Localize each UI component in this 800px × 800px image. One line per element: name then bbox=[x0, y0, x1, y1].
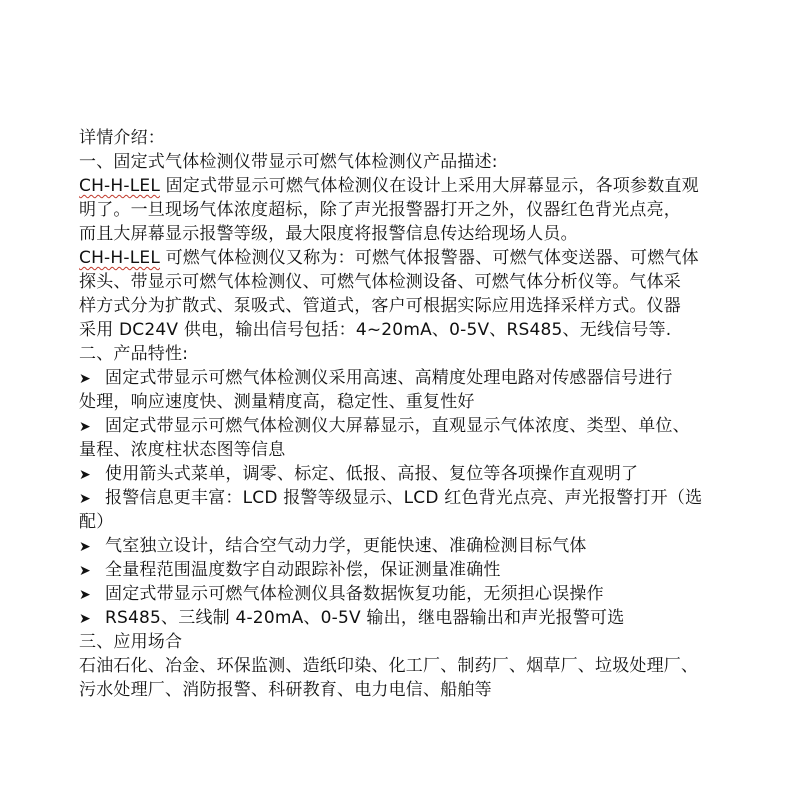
product-description-document bbox=[79, 126, 719, 702]
feature-item-7 bbox=[79, 582, 719, 606]
arrow-bullet-icon: ➤ bbox=[79, 419, 91, 435]
feature-item-5 bbox=[79, 534, 719, 558]
feature-text: 使用箭头式菜单，调零、标定、低报、高报、复位等各项操作直观明了 bbox=[105, 464, 639, 484]
model-name: CH-H-LEL bbox=[79, 176, 160, 196]
feature-text: 气室独立设计，结合空气动力学，更能快速、准确检测目标气体 bbox=[105, 536, 587, 556]
section-1-heading: 一、固定式气体检测仪带显示可燃气体检测仪产品描述: bbox=[79, 152, 498, 172]
arrow-bullet-icon: ➤ bbox=[79, 611, 91, 627]
description-paragraph-2-line-2: 探头、带显示可燃气体检测仪、可燃气体检测设备、可燃气体分析仪等。气体采 bbox=[79, 272, 681, 292]
description-text: 固定式带显示可燃气体检测仪在设计上采用大屏幕显示，各项参数直观 bbox=[160, 176, 699, 196]
feature-text: 固定式带显示可燃气体检测仪具备数据恢复功能，无须担心误操作 bbox=[105, 584, 604, 604]
section-2-heading: 二、产品特性: bbox=[79, 344, 189, 364]
feature-item-6 bbox=[79, 558, 719, 582]
feature-text: 固定式带显示可燃气体检测仪大屏幕显示，直观显示气体浓度、类型、单位、 bbox=[105, 416, 690, 436]
arrow-bullet-icon: ➤ bbox=[79, 371, 91, 387]
arrow-bullet-icon: ➤ bbox=[79, 491, 91, 507]
description-paragraph-2-line-1 bbox=[79, 246, 719, 270]
description-paragraph-1-line-1 bbox=[79, 174, 719, 198]
feature-text: 固定式带显示可燃气体检测仪采用高速、高精度处理电路对传感器信号进行 bbox=[105, 368, 673, 388]
feature-item-3 bbox=[79, 462, 719, 486]
feature-item-2 bbox=[79, 414, 719, 438]
feature-text: 报警信息更丰富：LCD 报警等级显示、LCD 红色背光点亮、声光报警打开（选 bbox=[105, 488, 703, 508]
arrow-bullet-icon: ➤ bbox=[79, 587, 91, 603]
feature-text: RS485、三线制 4-20mA、0-5V 输出，继电器输出和声光报警可选 bbox=[105, 608, 625, 628]
arrow-bullet-icon: ➤ bbox=[79, 539, 91, 555]
applications-line-1: 石油石化、冶金、环保监测、造纸印染、化工厂、制药厂、烟草厂、垃圾处理厂、 bbox=[79, 656, 699, 676]
feature-item-1-continued: 处理，响应速度快、测量精度高，稳定性、重复性好 bbox=[79, 392, 475, 412]
description-text: 可燃气体检测仪又称为：可燃气体报警器、可燃气体变送器、可燃气体 bbox=[160, 248, 699, 268]
intro-heading: 详情介绍： bbox=[79, 128, 165, 148]
feature-item-8 bbox=[79, 606, 719, 630]
feature-item-2-continued: 量程、浓度柱状态图等信息 bbox=[79, 440, 286, 460]
description-paragraph-1-line-2: 明了。一旦现场气体浓度超标，除了声光报警器打开之外，仪器红色背光点亮， bbox=[79, 200, 681, 220]
description-paragraph-2-line-3: 样方式分为扩散式、泵吸式、管道式，客户可根据实际应用选择采样方式。仪器 bbox=[79, 296, 681, 316]
arrow-bullet-icon: ➤ bbox=[79, 563, 91, 579]
feature-item-1 bbox=[79, 366, 719, 390]
arrow-bullet-icon: ➤ bbox=[79, 467, 91, 483]
feature-item-4 bbox=[79, 486, 719, 510]
model-name: CH-H-LEL bbox=[79, 248, 160, 268]
feature-item-4-continued: 配） bbox=[79, 512, 114, 532]
feature-text: 全量程范围温度数字自动跟踪补偿，保证测量准确性 bbox=[105, 560, 501, 580]
description-paragraph-2-line-4: 采用 DC24V 供电，输出信号包括：4~20mA、0-5V、RS485、无线信号等. bbox=[79, 320, 672, 340]
applications-line-2: 污水处理厂、消防报警、科研教育、电力电信、船舶等 bbox=[79, 680, 492, 700]
section-3-heading: 三、应用场合 bbox=[79, 632, 183, 652]
description-paragraph-1-line-3: 而且大屏幕显示报警等级，最大限度将报警信息传达给现场人员。 bbox=[79, 224, 578, 244]
